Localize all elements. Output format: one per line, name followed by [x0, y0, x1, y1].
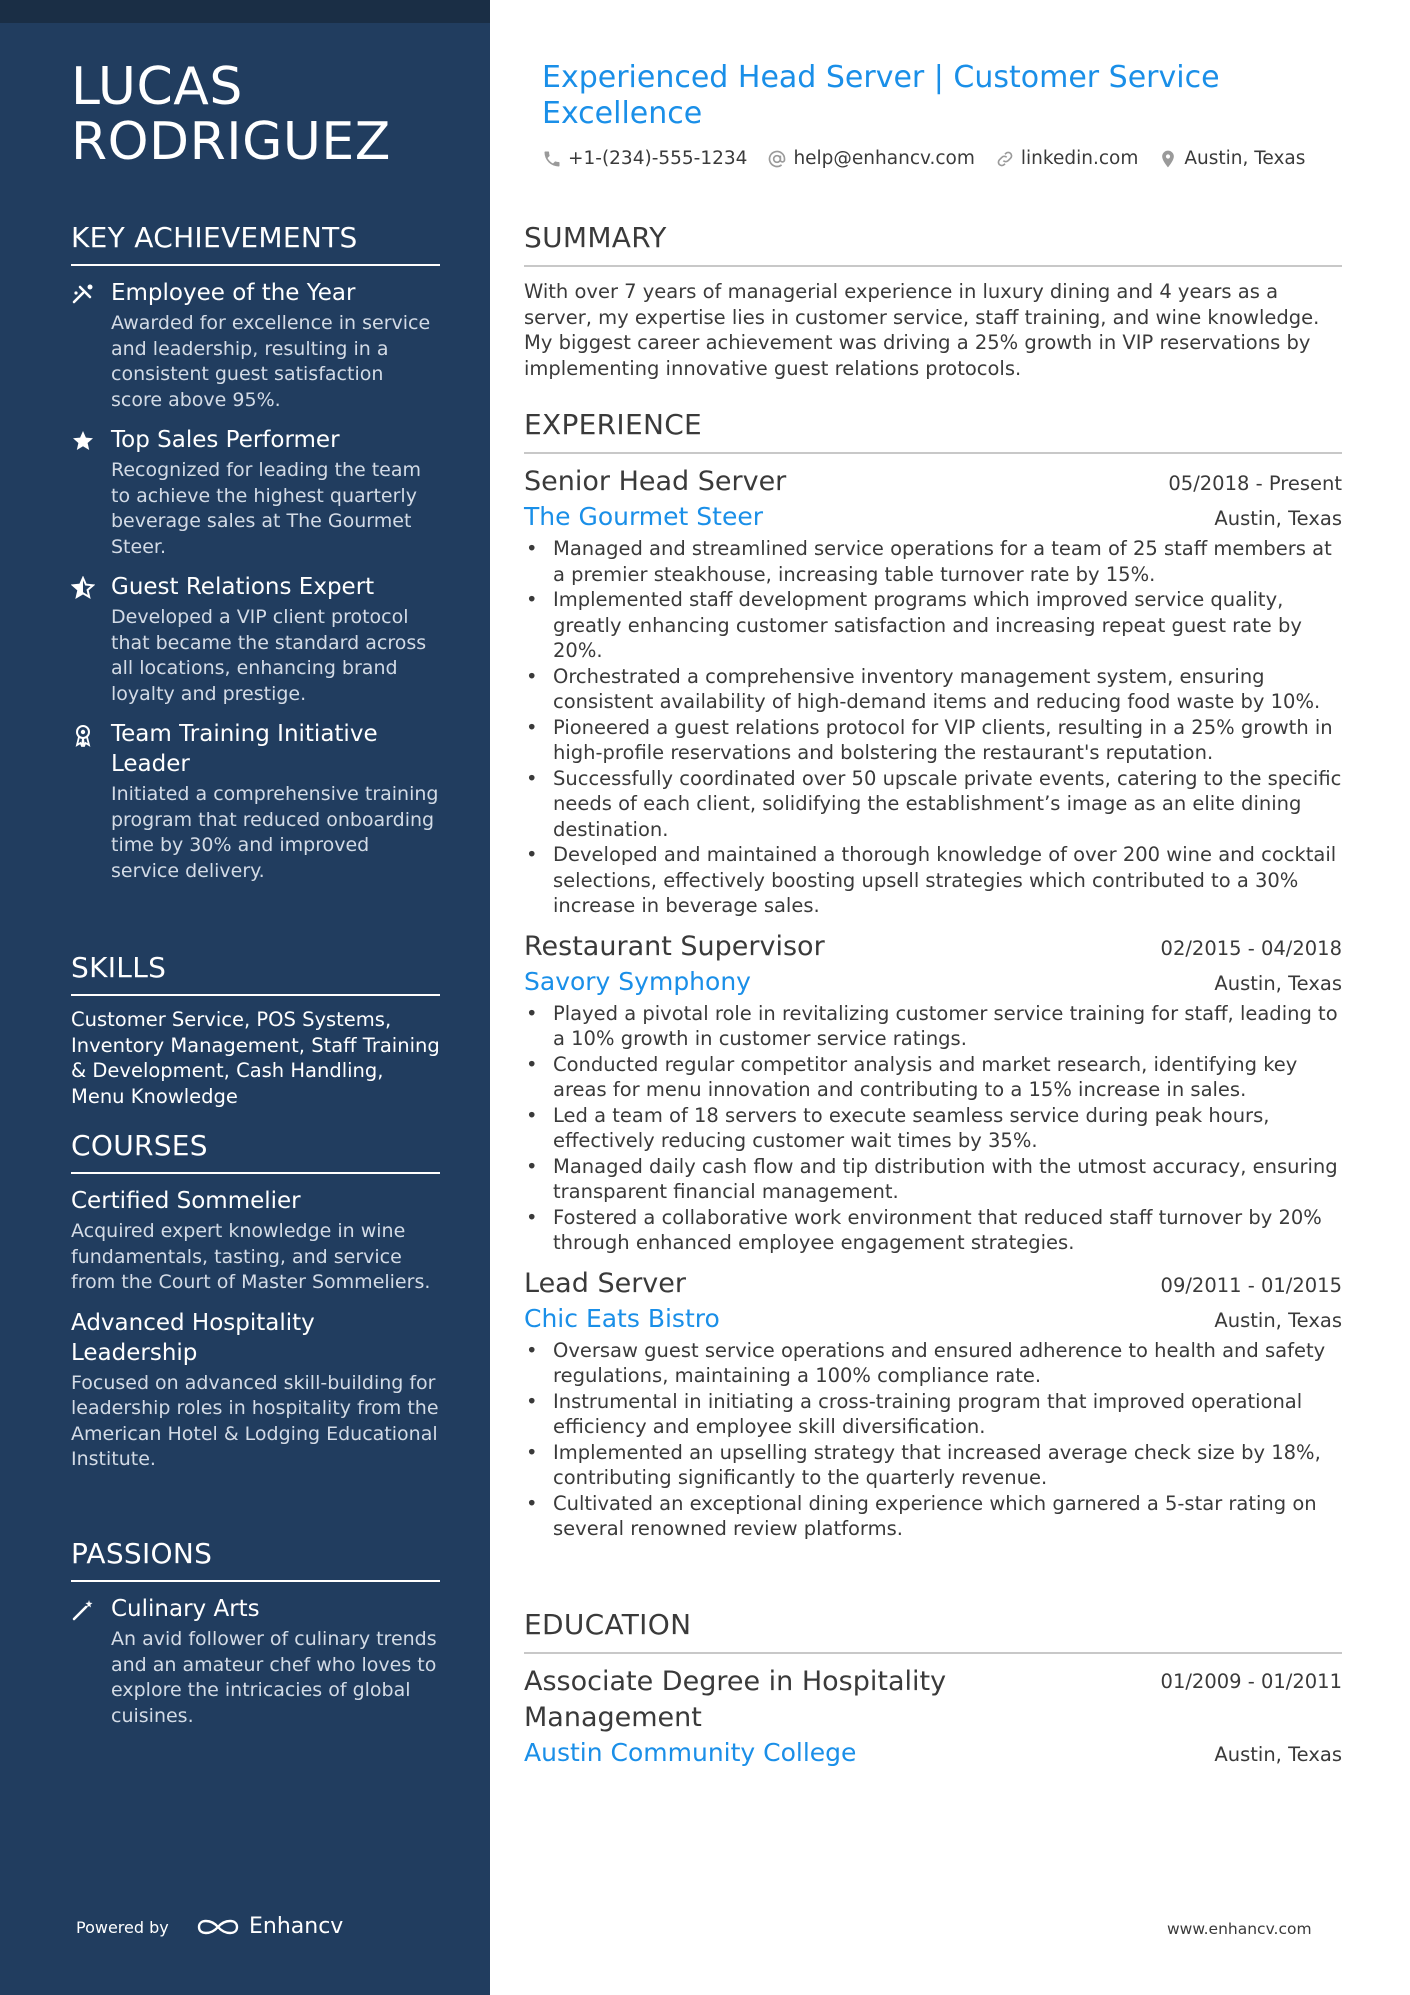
experience-heading: EXPERIENCE	[524, 407, 1342, 454]
courses-section	[71, 1128, 440, 1473]
star-outline-icon	[71, 576, 95, 600]
summary-section	[524, 220, 1342, 381]
skills-section	[71, 950, 440, 1109]
achievement-item	[71, 572, 440, 707]
education-heading: EDUCATION	[524, 1607, 1342, 1654]
contact-location	[1158, 148, 1305, 169]
achievement-title: Guest Relations Expert	[111, 574, 375, 600]
job-bullet: • Successfully coordinated over 50 upscale private events, catering to the specific needs of each client, solidifying the establishment’s image as an elite dining destination.	[524, 766, 1342, 843]
job-bullet: • Orchestrated a comprehensive inventory management system, ensuring consistent availability of high-demand items and reducing food waste by 10%.	[524, 664, 1342, 715]
job-bullet: • Played a pivotal role in revitalizing customer service training for staff, leading to a 10% growth in customer service ratings.	[524, 1001, 1342, 1052]
contact-bar	[542, 148, 1305, 169]
email-text: help@enhancv.com	[793, 148, 975, 169]
achievement-item	[71, 719, 440, 884]
sidebar-top-bar	[0, 0, 490, 23]
job-bullet: • Implemented staff development programs which improved service quality, greatly enhancing customer satisfaction and increasing repeat guest rate by 20%.	[524, 587, 1342, 664]
course-title: Certified Sommelier	[71, 1188, 301, 1214]
link-icon	[995, 149, 1015, 169]
company-name[interactable]: Savory Symphony	[524, 966, 751, 996]
job-dates: 02/2015 - 04/2018	[1160, 936, 1342, 960]
achievement-description: Awarded for excellence in service and leadership, resulting in a consistent guest satisfaction score above 95%.	[111, 312, 431, 411]
enhancv-logo[interactable]	[195, 1914, 343, 1939]
job-bullet: • Fostered a collaborative work environment that reduced staff turnover by 20% through enhanced employee engagement strategies.	[524, 1205, 1342, 1256]
job-entry	[524, 1266, 1342, 1542]
enhancv-logo-text: Enhancv	[249, 1914, 344, 1939]
company-name[interactable]: The Gourmet Steer	[524, 502, 763, 531]
star-icon	[71, 429, 95, 453]
job-location: Austin, Texas	[1214, 1308, 1342, 1332]
experience-section	[524, 407, 1342, 1542]
job-dates: 09/2011 - 01/2015	[1160, 1273, 1342, 1297]
job-bullet: • Instrumental in initiating a cross-training program that improved operational efficiency and employee skill diversification.	[524, 1389, 1342, 1440]
phone-text: +1-(234)-555-1234	[568, 148, 748, 169]
main-content	[490, 0, 1410, 1995]
job-bullet: • Cultivated an exceptional dining experience which garnered a 5-star rating on several renowned review platforms.	[524, 1491, 1342, 1542]
summary-text: With over 7 years of managerial experience in luxury dining and 4 years as a server, my expertise lies in customer service, staff training, and wine knowledge. My biggest career achievement was driving a 25% growth in VIP reservations by implementing innovative guest relations protocols.	[524, 280, 1320, 380]
education-entry	[524, 1664, 1342, 1770]
job-bullets	[524, 1001, 1342, 1256]
contact-linkedin[interactable]	[995, 148, 1138, 169]
job-bullet: • Managed and streamlined service operations for a team of 25 staff members at a premier steakhouse, increasing table turnover rate by 15%.	[524, 536, 1342, 587]
achievement-title: Top Sales Performer	[111, 427, 340, 453]
passion-item	[71, 1594, 440, 1729]
summary-heading: SUMMARY	[524, 220, 1342, 267]
achievement-description: Developed a VIP client protocol that became the standard across all locations, enhancing brand loyalty and prestige.	[111, 606, 427, 705]
enhancv-logo-icon	[195, 1915, 241, 1939]
magic-wand-icon	[71, 1598, 95, 1622]
achievement-item	[71, 278, 440, 413]
job-location: Austin, Texas	[1214, 507, 1342, 530]
job-entry	[524, 929, 1342, 1256]
contact-email[interactable]	[767, 148, 974, 169]
passions-heading: PASSIONS	[71, 1536, 440, 1582]
candidate-name: LUCAS RODRIGUEZ	[71, 57, 391, 172]
job-location: Austin, Texas	[1214, 971, 1342, 995]
achievement-title: Employee of the Year	[111, 280, 356, 306]
course-title: Advanced Hospitality Leadership	[71, 1309, 315, 1366]
achievement-item	[71, 425, 440, 560]
location-text: Austin, Texas	[1184, 148, 1306, 169]
job-bullets	[524, 536, 1342, 919]
achievement-description: Recognized for leading the team to achieve the highest quarterly beverage sales at The Gourmet Steer.	[111, 459, 422, 558]
job-bullet: • Implemented an upselling strategy that increased average check size by 18%, contributing significantly to the quarterly revenue.	[524, 1440, 1342, 1491]
footer-url[interactable]: www.enhancv.com	[1167, 1920, 1312, 1938]
passion-title: Culinary Arts	[111, 1596, 260, 1622]
achievement-description: Initiated a comprehensive training program that reduced onboarding time by 30% and improved service delivery.	[111, 783, 439, 882]
course-description: Focused on advanced skill-building for leadership roles in hospitality from the American Hotel & Lodging Educational Institute.	[71, 1371, 439, 1470]
headline: Experienced Head Server | Customer Service Excellence	[542, 60, 1220, 131]
degree-title: Associate Degree in Hospitality Management	[524, 1666, 947, 1733]
sidebar	[0, 0, 490, 1995]
skills-heading: SKILLS	[71, 950, 440, 996]
job-bullet: • Led a team of 18 servers to execute seamless service during peak hours, effectively reducing customer wait times by 35%.	[524, 1103, 1342, 1154]
medal-icon	[71, 282, 95, 306]
job-entry	[524, 464, 1342, 919]
education-section	[524, 1607, 1342, 1770]
job-title: Senior Head Server	[524, 466, 787, 497]
job-title: Restaurant Supervisor	[524, 930, 825, 962]
education-location: Austin, Texas	[1214, 1743, 1342, 1766]
passions-section	[71, 1536, 440, 1729]
education-dates: 01/2009 - 01/2011	[1160, 1670, 1342, 1693]
job-bullets	[524, 1338, 1342, 1542]
achievements-section	[71, 220, 440, 884]
linkedin-text: linkedin.com	[1020, 148, 1139, 169]
achievements-heading: KEY ACHIEVEMENTS	[71, 220, 440, 266]
course-description: Acquired expert knowledge in wine fundamentals, tasting, and service from the Court of Master Sommeliers.	[71, 1220, 431, 1293]
skills-list: Customer Service, POS Systems, Inventory Management, Staff Training & Development, Cash Handling, Menu Knowledge	[71, 1008, 440, 1108]
phone-icon	[542, 149, 562, 169]
job-bullet: • Oversaw guest service operations and ensured adherence to health and safety regulations, maintaining a 100% compliance rate.	[524, 1338, 1342, 1389]
achievement-title: Team Training Initiative Leader	[111, 721, 378, 777]
school-name[interactable]: Austin Community College	[524, 1738, 857, 1767]
job-bullet: • Pioneered a guest relations protocol for VIP clients, resulting in a 25% growth in high-profile reservations and bolstering the restaurant's reputation.	[524, 715, 1342, 766]
job-title: Lead Server	[524, 1267, 686, 1299]
passion-description: An avid follower of culinary trends and an amateur chef who loves to explore the intricacies of global cuisines.	[111, 1628, 437, 1727]
courses-heading: COURSES	[71, 1128, 440, 1174]
contact-phone[interactable]	[542, 148, 747, 169]
powered-by-label: Powered by	[76, 1918, 169, 1937]
job-bullet: • Conducted regular competitor analysis and market research, identifying key areas for menu innovation and contributing to a 15% increase in sales.	[524, 1052, 1342, 1103]
location-pin-icon	[1158, 149, 1178, 169]
job-bullet: • Managed daily cash flow and tip distribution with the utmost accuracy, ensuring transparent financial management.	[524, 1154, 1342, 1205]
job-bullet: • Developed and maintained a thorough knowledge of over 200 wine and cocktail selections, effectively boosting upsell strategies which contributed to a 30% increase in beverage sales.	[524, 842, 1342, 919]
award-ribbon-icon	[71, 723, 95, 747]
job-dates: 05/2018 - Present	[1168, 472, 1342, 495]
company-name[interactable]: Chic Eats Bistro	[524, 1303, 720, 1333]
at-icon	[767, 149, 787, 169]
